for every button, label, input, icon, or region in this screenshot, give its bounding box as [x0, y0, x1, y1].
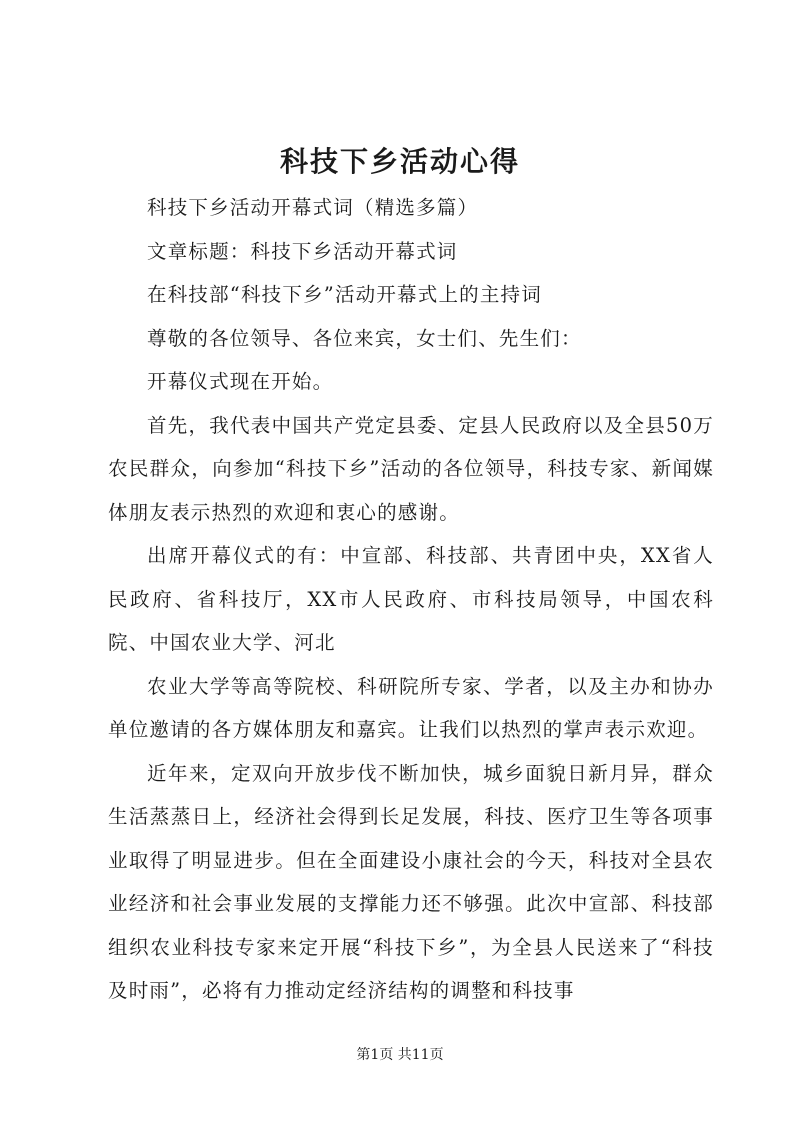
page-footer: 第1页 共11页	[356, 1047, 444, 1063]
paragraph: 尊敬的各位领导、各位来宾，女士们、先生们：	[147, 326, 582, 350]
paragraph: 文章标题：科技下乡活动开幕式词	[147, 239, 458, 263]
paragraph: 开幕仪式现在开始。	[147, 370, 334, 393]
paragraph: 科技下乡活动开幕式词（精选多篇）	[147, 196, 479, 219]
paragraph: 在科技部“科技下乡”活动开幕式上的主持词	[147, 283, 542, 306]
document-body	[108, 186, 714, 1013]
paragraph: 首先，我代表中国共产党定县委、定县人民政府以及全县50万农民群众，向参加“科技下乡”活动的各位领导，科技专家、新闻媒体朋友表示热烈的欢迎和衷心的感谢。	[108, 413, 714, 524]
page-title: 科技下乡活动心得	[279, 145, 520, 178]
paragraph: 近年来，定双向开放步伐不断加快，城乡面貌日新月异，群众生活蒸蒸日上，经济社会得到长足发展，科技、医疗卫生等各项事业取得了明显进步。但在全面建设小康社会的今天，科技对全县农业经济和社会事业发展的支撑能力还不够强。此次中宣部、科技部组织农业科技专家来定开展“科技下乡”，为全县人民送来了“科技及时雨”，必将有力推动定经济结构的调整和科技事	[108, 761, 714, 1002]
paragraph: 出席开幕仪式的有：中宣部、科技部、共青团中央，XX省人民政府、省科技厅，XX市人民政府、市科技局领导，中国农科院、中国农业大学、河北	[108, 544, 714, 654]
paragraph: 农业大学等高等院校、科研院所专家、学者，以及主办和协办单位邀请的各方媒体朋友和嘉宾。让我们以热烈的掌声表示欢迎。	[108, 674, 714, 741]
